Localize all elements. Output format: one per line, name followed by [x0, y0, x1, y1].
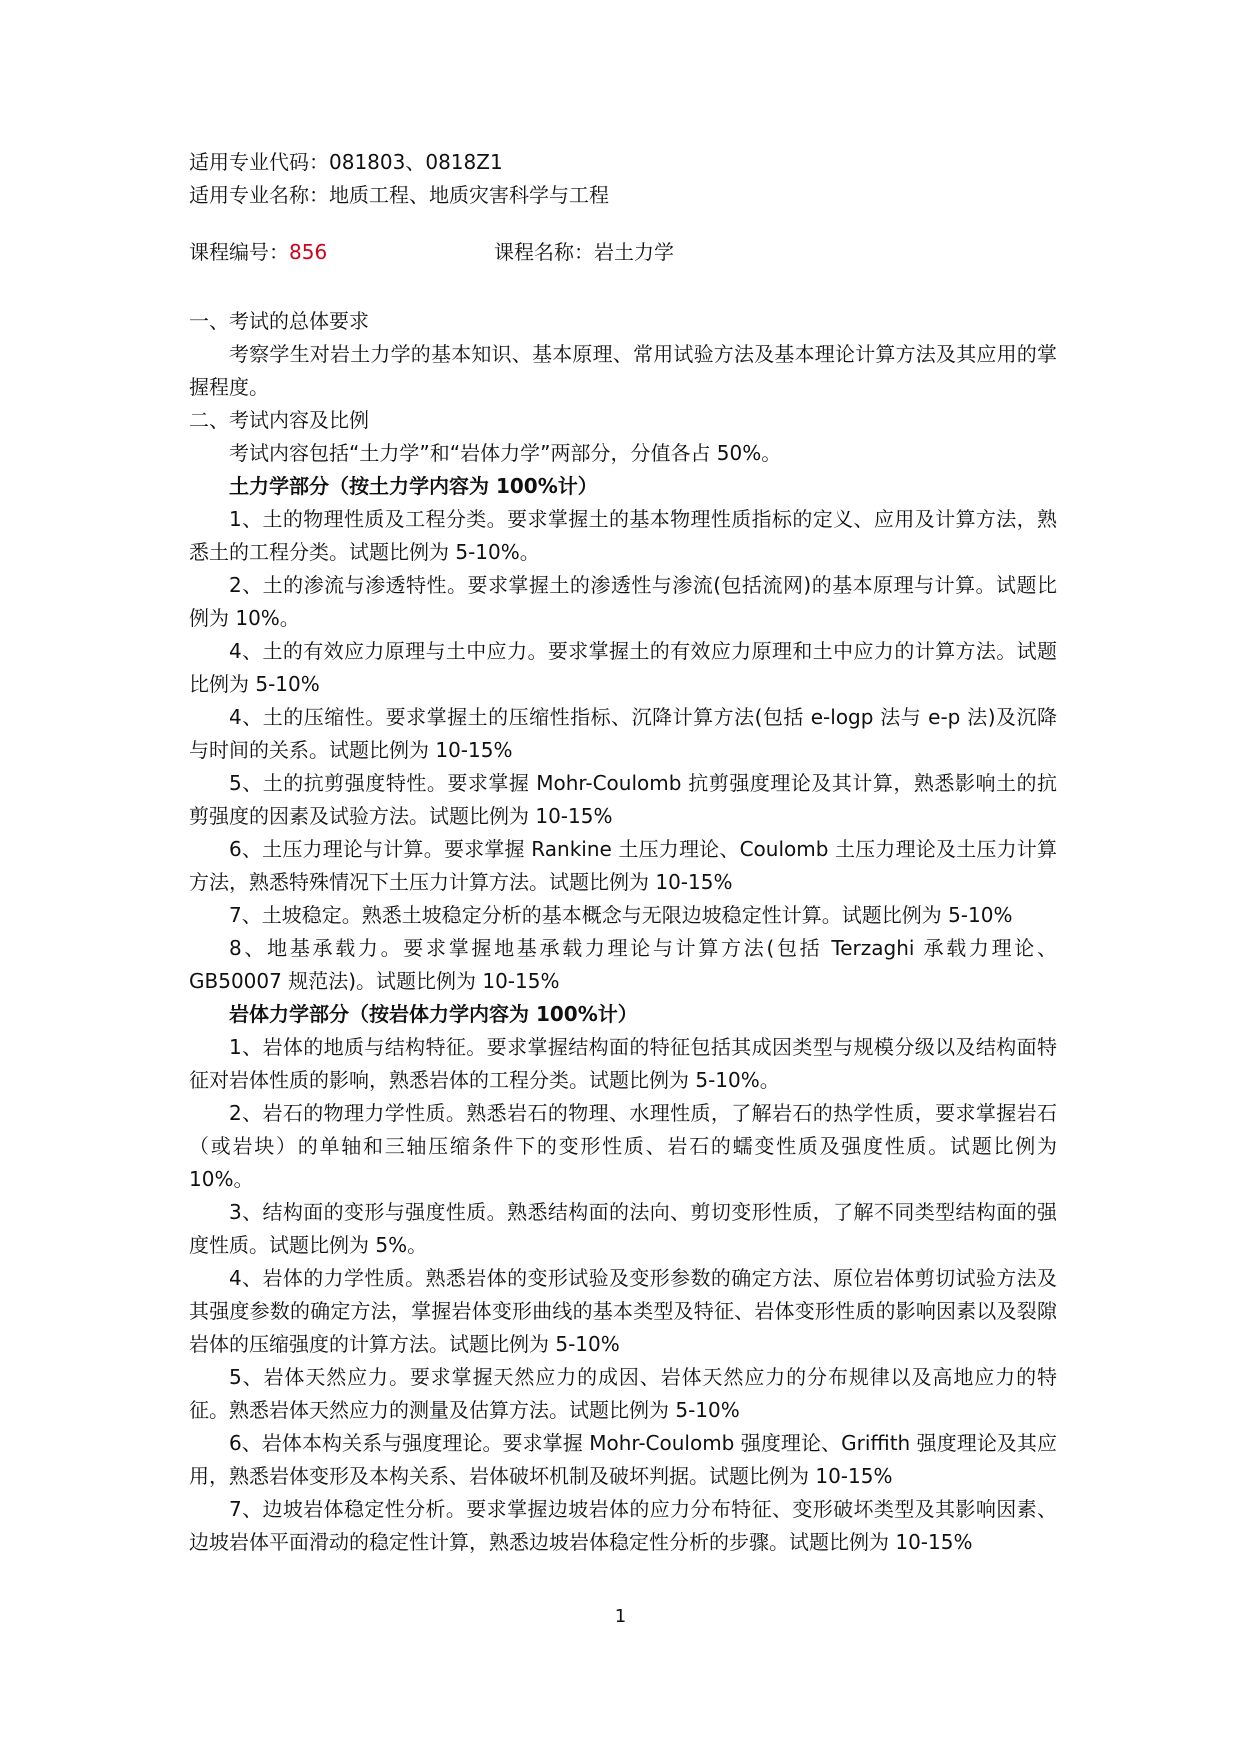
list-item: 2、岩石的物理力学性质。熟悉岩石的物理、水理性质，了解岩石的热学性质，要求掌握岩石（或岩块）的单轴和三轴压缩条件下的变形性质、岩石的蠕变性质及强度性质。试题比例为 10%。 [189, 1101, 1057, 1191]
major-names-line [189, 179, 1057, 212]
course-name-label: 课程名称： [494, 240, 594, 264]
list-item: 6、土压力理论与计算。要求掌握 Rankine 土压力理论、Coulomb 土压力理论及土压力计算方法，熟悉特殊情况下土压力计算方法。试题比例为 10-15% [189, 837, 1057, 894]
section1-title: 一、考试的总体要求 [189, 309, 369, 333]
course-name-value: 岩土力学 [594, 240, 674, 264]
course-name [494, 236, 674, 269]
major-codes-label: 适用专业代码： [189, 150, 329, 174]
course-number-label: 课程编号： [189, 240, 289, 264]
page-number: 1 [614, 1606, 627, 1627]
course-info-row [189, 236, 1057, 269]
section2-title: 二、考试内容及比例 [189, 408, 369, 432]
list-item: 6、岩体本构关系与强度理论。要求掌握 Mohr-Coulomb 强度理论、Griffith 强度理论及其应用，熟悉岩体变形及本构关系、岩体破坏机制及破坏判据。试题比例为 10-15% [189, 1431, 1057, 1488]
list-item: 1、岩体的地质与结构特征。要求掌握结构面的特征包括其成因类型与规模分级以及结构面特征对岩体性质的影响，熟悉岩体的工程分类。试题比例为 5-10%。 [189, 1035, 1057, 1092]
list-item: 7、土坡稳定。熟悉土坡稳定分析的基本概念与无限边坡稳定性计算。试题比例为 5-10% [229, 903, 1013, 927]
course-number [189, 236, 494, 269]
list-item: 2、土的渗流与渗透特性。要求掌握土的渗透性与渗流(包括流网)的基本原理与计算。试题比例为 10%。 [189, 573, 1057, 630]
rock-mechanics-list [189, 1031, 1057, 1559]
major-names-value: 地质工程、地质灾害科学与工程 [329, 183, 609, 207]
section1-body: 考察学生对岩土力学的基本知识、基本原理、常用试验方法及基本理论计算方法及其应用的掌握程度。 [189, 342, 1057, 399]
major-codes-value: 081803、0818Z1 [329, 150, 503, 174]
major-codes-line [189, 146, 1057, 179]
rock-mechanics-title: 岩体力学部分（按岩体力学内容为 100%计） [229, 1002, 638, 1026]
list-item: 7、边坡岩体稳定性分析。要求掌握边坡岩体的应力分布特征、变形破坏类型及其影响因素、边坡岩体平面滑动的稳定性计算，熟悉边坡岩体稳定性分析的步骤。试题比例为 10-15% [189, 1497, 1057, 1554]
section2-intro: 考试内容包括“土力学”和“岩体力学”两部分，分值各占 50%。 [229, 441, 782, 465]
list-item: 4、土的压缩性。要求掌握土的压缩性指标、沉降计算方法(包括 e-logp 法与 e-p 法)及沉降与时间的关系。试题比例为 10-15% [189, 705, 1057, 762]
soil-mechanics-list [189, 503, 1057, 998]
list-item: 3、结构面的变形与强度性质。熟悉结构面的法向、剪切变形性质，了解不同类型结构面的强度性质。试题比例为 5%。 [189, 1200, 1057, 1257]
soil-mechanics-title: 土力学部分（按土力学内容为 100%计） [229, 474, 598, 498]
list-item: 5、土的抗剪强度特性。要求掌握 Mohr-Coulomb 抗剪强度理论及其计算，熟悉影响土的抗剪强度的因素及试验方法。试题比例为 10-15% [189, 771, 1057, 828]
course-number-value: 856 [289, 240, 328, 264]
major-names-label: 适用专业名称： [189, 183, 329, 207]
list-item: 4、岩体的力学性质。熟悉岩体的变形试验及变形参数的确定方法、原位岩体剪切试验方法及其强度参数的确定方法，掌握岩体变形曲线的基本类型及特征、岩体变形性质的影响因素以及裂隙岩体的压缩强度的计算方法。试题比例为 5-10% [189, 1266, 1057, 1356]
list-item: 1、土的物理性质及工程分类。要求掌握土的基本物理性质指标的定义、应用及计算方法，熟悉土的工程分类。试题比例为 5-10%。 [189, 507, 1057, 564]
list-item: 5、岩体天然应力。要求掌握天然应力的成因、岩体天然应力的分布规律以及高地应力的特征。熟悉岩体天然应力的测量及估算方法。试题比例为 5-10% [189, 1365, 1057, 1422]
document-body [189, 146, 1057, 1559]
list-item: 4、土的有效应力原理与土中应力。要求掌握土的有效应力原理和土中应力的计算方法。试题比例为 5-10% [189, 639, 1057, 696]
list-item: 8、地基承载力。要求掌握地基承载力理论与计算方法(包括 Terzaghi 承载力理论、GB50007 规范法)。试题比例为 10-15% [189, 936, 1057, 993]
